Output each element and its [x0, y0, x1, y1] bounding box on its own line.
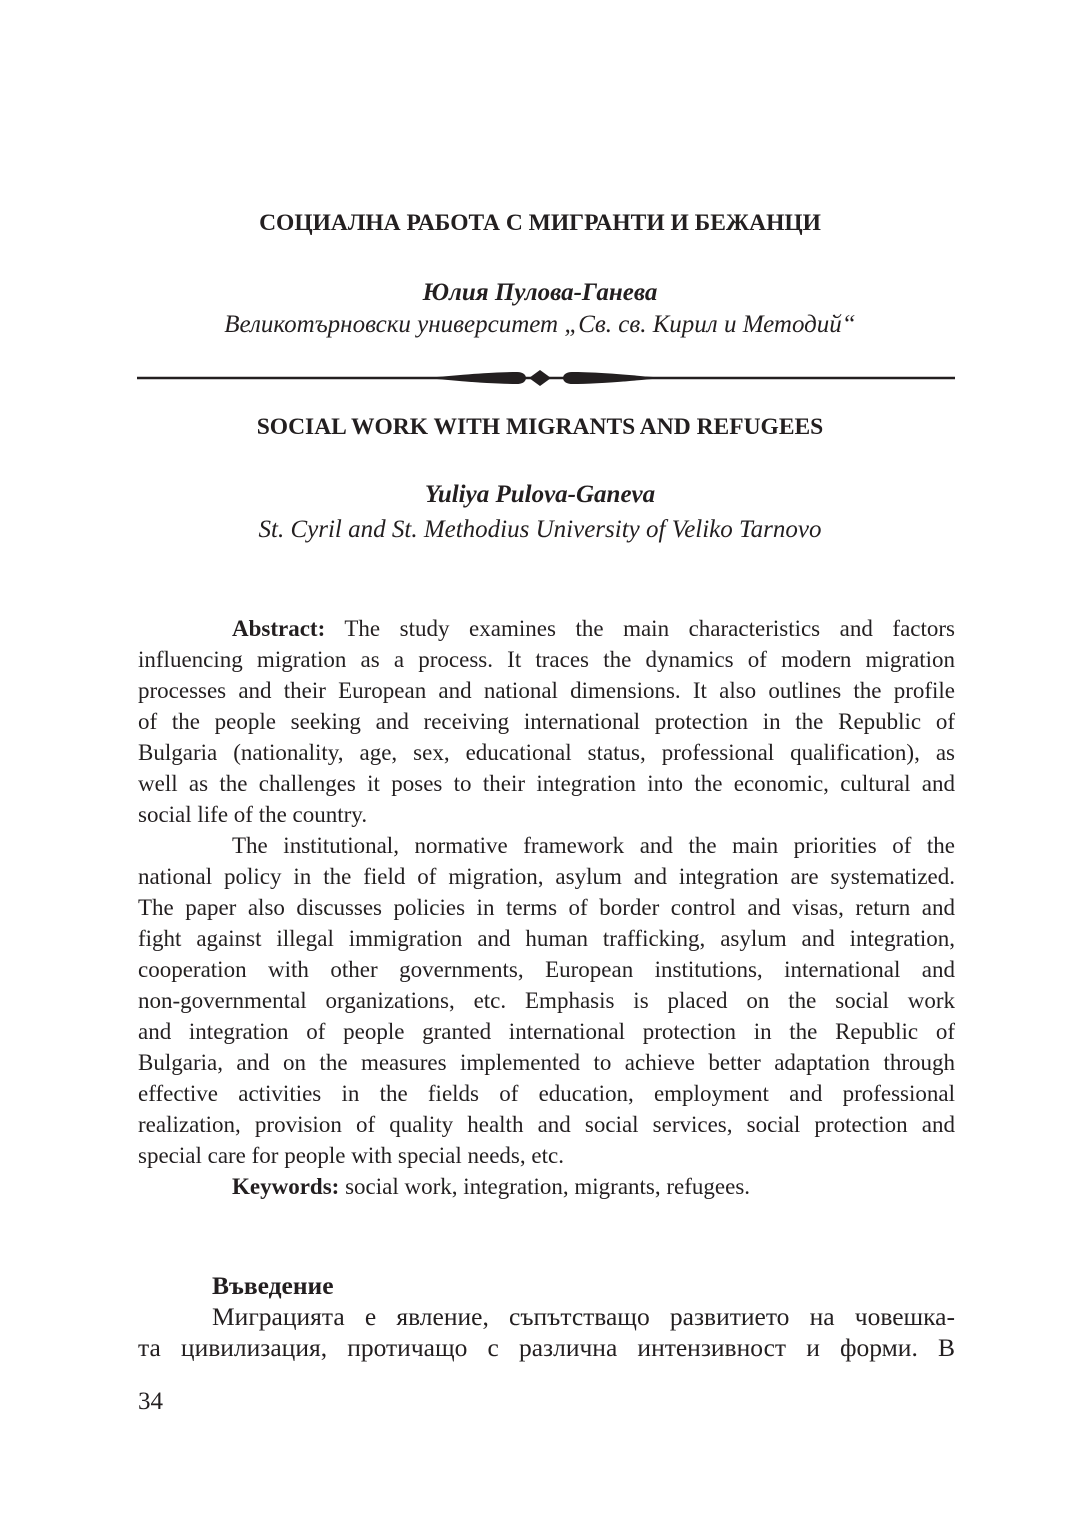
- en-title: SOCIAL WORK WITH MIGRANTS AND REFUGEES: [256, 414, 824, 440]
- en-author: Yuliya Pulova-Ganeva: [424, 481, 656, 508]
- section-heading: Въведение: [212, 1271, 334, 1300]
- abstract-line: special care for people with special needs, etc.: [138, 1143, 564, 1168]
- abstract-line: cooperation with other governments, European institutions, international and: [138, 957, 955, 982]
- abstract-line: national policy in the field of migration, asylum and integration are systematized.: [138, 864, 955, 889]
- abstract-line: well as the challenges it poses to their integration into the economic, cultural and: [138, 771, 955, 796]
- abstract-line: social life of the country.: [138, 802, 368, 827]
- introduction: [138, 1270, 955, 1363]
- abstract-line: non-governmental organizations, etc. Emphasis is placed on the social work: [138, 988, 955, 1013]
- keywords-label: Keywords:: [232, 1174, 340, 1199]
- keywords: social work, integration, migrants, refugees.: [345, 1174, 751, 1199]
- page-number: 34: [138, 1388, 163, 1415]
- abstract-line: processes and their European and national dimensions. It also outlines the profile: [138, 678, 955, 703]
- body-line: та цивилизация, протичащо с различна интензивност и форми. В: [138, 1333, 955, 1362]
- keywords-line: [138, 1171, 955, 1202]
- abstract-line: effective activities in the fields of education, employment and professional: [138, 1081, 955, 1106]
- bg-author: Юлия Пулова-Ганева: [422, 279, 658, 306]
- abstract-line: fight against illegal immigration and human trafficking, asylum and integration,: [138, 926, 955, 951]
- abstract-line: The institutional, normative framework and the main priorities of the: [232, 833, 955, 858]
- abstract-line: Bulgaria (nationality, age, sex, educational status, professional qualification), as: [138, 740, 955, 765]
- bg-title: СОЦИАЛНА РАБОТА С МИГРАНТИ И БЕЖАНЦИ: [259, 210, 821, 236]
- abstract-line: of the people seeking and receiving international protection in the Republic of: [138, 709, 955, 734]
- body-line: Миграцията е явление, съпътстващо развитието на човешка-: [212, 1302, 955, 1331]
- abstract: [138, 613, 955, 1202]
- abstract-line: The paper also discusses policies in terms of border control and visas, return and: [138, 895, 955, 920]
- abstract-line: realization, provision of quality health and social services, social protection and: [138, 1112, 955, 1137]
- en-affiliation: St. Cyril and St. Methodius University of Veliko Tarnovo: [258, 516, 822, 543]
- abstract-label: Abstract:: [232, 616, 326, 641]
- abstract-line: Bulgaria, and on the measures implemented to achieve better adaptation through: [138, 1050, 955, 1075]
- abstract-line: and integration of people granted international protection in the Republic of: [138, 1019, 955, 1044]
- abstract-line: influencing migration as a process. It traces the dynamics of modern migration: [138, 647, 955, 672]
- bg-affiliation: Великотърновски университет „Св. св. Кирил и Методий“: [224, 311, 856, 338]
- ornamental-divider: [137, 368, 957, 388]
- abstract-line: Abstract: The study examines the main characteristics and factors: [232, 616, 955, 641]
